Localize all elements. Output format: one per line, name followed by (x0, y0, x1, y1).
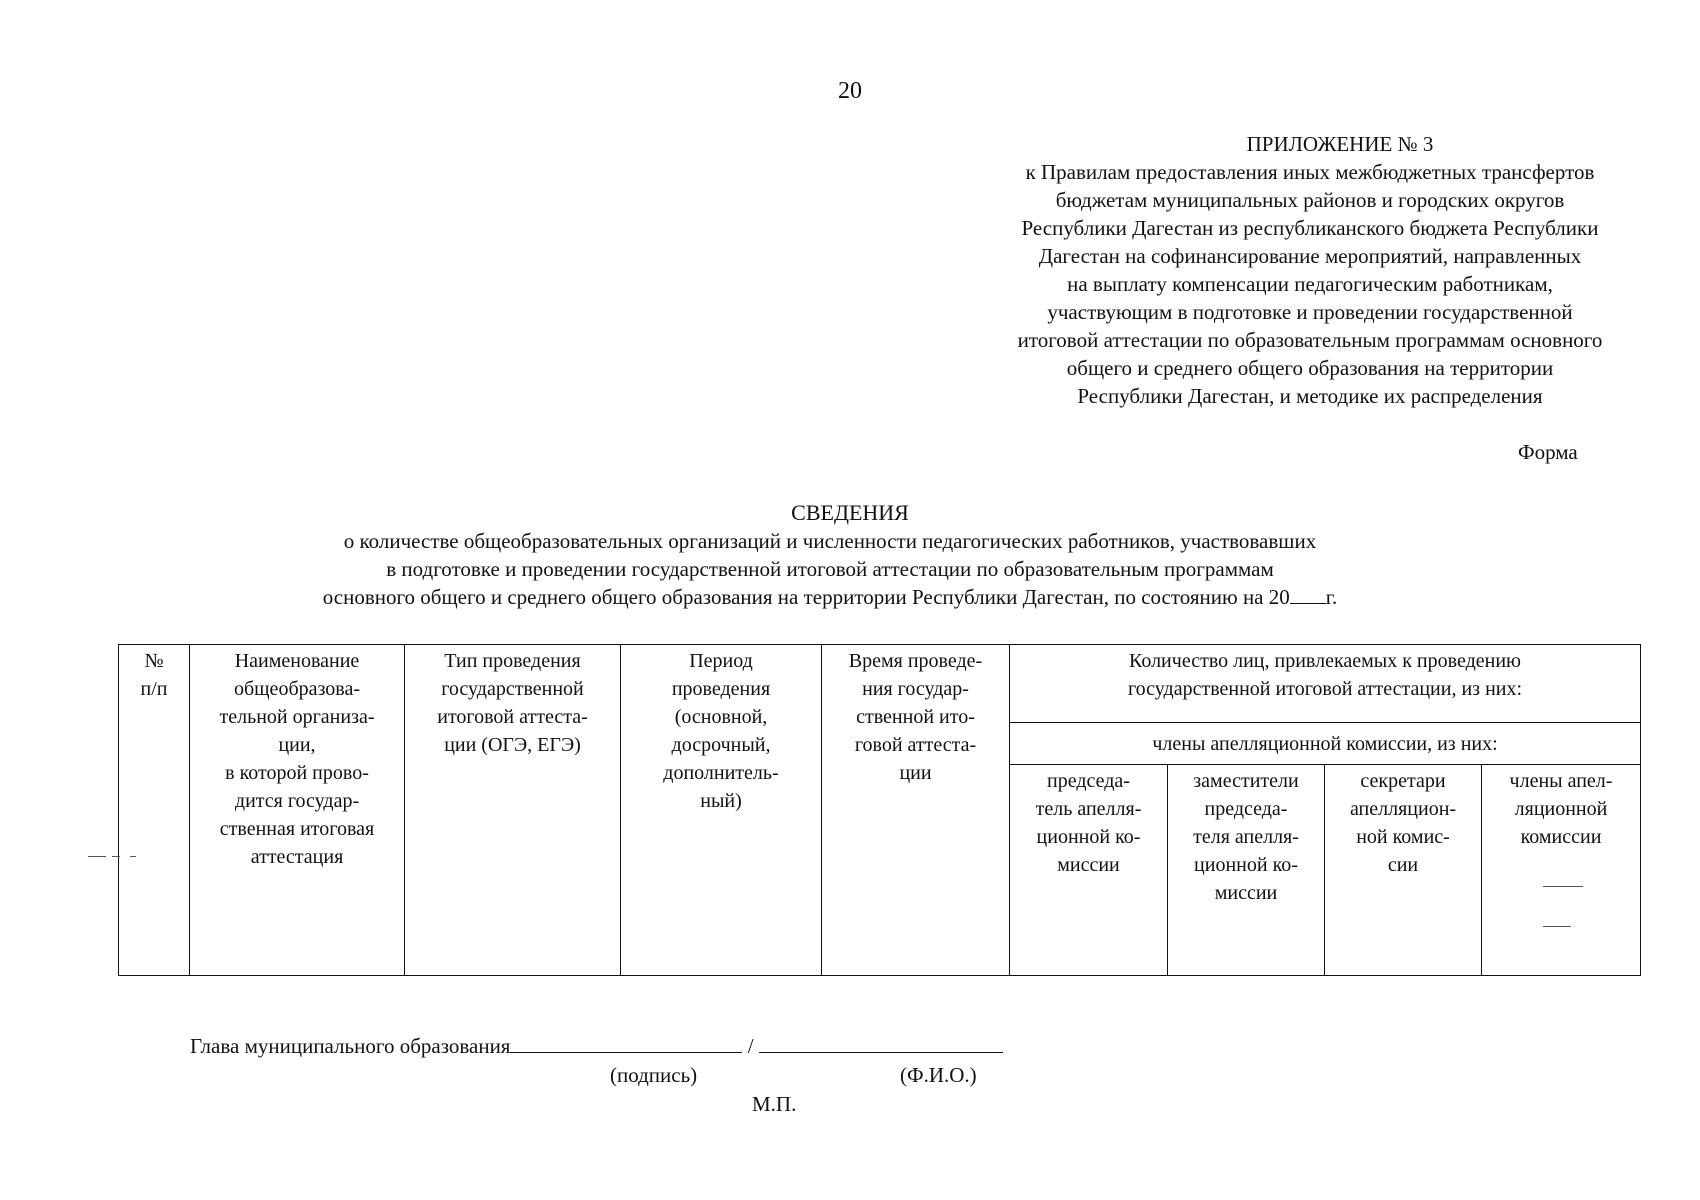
document-subtitle (180, 527, 1480, 611)
appendix-line: Республики Дагестан, и методике их распределения (1077, 384, 1543, 408)
subtitle-line: о количестве общеобразовательных организаций и численности педагогических работников, участвовавших (343, 529, 1317, 553)
subtitle-line: в подготовке и проведении государственной итоговой аттестации по образовательным программам (386, 557, 1274, 581)
appendix-line: участвующим в подготовке и проведении государственной (1047, 300, 1573, 324)
appendix-line: Республики Дагестан из республиканского бюджета Республики (1021, 216, 1599, 240)
header-appeal-chair: председа- тель апелля- ционной ко- миссии (1010, 765, 1168, 976)
signature-label: Глава муниципального образования (190, 1034, 511, 1058)
appendix-line: итоговой аттестации по образовательным программам основного (1017, 328, 1603, 352)
appendix-block (930, 130, 1690, 410)
subtitle-last-suffix: г. (1325, 585, 1338, 609)
appendix-line: на выплату компенсации педагогическим работникам, (1067, 272, 1553, 296)
subtitle-line-last (180, 583, 1480, 611)
header-group-count: Количество лиц, привлекаемых к проведению государственной итоговой аттестации, из них: (1010, 645, 1641, 723)
appendix-line: бюджетам муниципальных районов и городских округов (1055, 188, 1565, 212)
signature-hint: (подпись) (610, 1063, 698, 1087)
scan-artifact (88, 856, 106, 857)
appendix-line: к Правилам предоставления иных межбюджетных трансфертов (1025, 160, 1595, 184)
full-name-hint: (Ф.И.О.) (900, 1063, 977, 1087)
scan-artifact (1543, 926, 1571, 927)
subtitle-last-prefix: основного общего и среднего общего образования на территории Республики Дагестан, по состоянию на 20 (322, 585, 1290, 609)
scan-artifact (130, 856, 136, 857)
form-label: Форма (1518, 440, 1578, 464)
appendix-line: Дагестан на софинансирование мероприятий, направленных (1038, 244, 1582, 268)
header-exam-type: Тип проведения государственной итоговой аттеста- ции (ОГЭ, ЕГЭ) (405, 645, 621, 976)
signature-separator: / (747, 1034, 754, 1058)
header-number: № п/п (119, 645, 190, 976)
stamp-place-label: М.П. (752, 1092, 797, 1116)
scan-artifact (112, 856, 120, 857)
data-form-table (118, 644, 1641, 976)
header-appeal-members: члены апелляционной комиссии, из них: (1010, 723, 1641, 765)
year-blank-field[interactable] (1290, 585, 1326, 604)
page-number: 20 (838, 78, 862, 104)
appendix-title: ПРИЛОЖЕНИЕ № 3 (1246, 132, 1434, 156)
header-period: Период проведения (основной, досрочный, дополнитель- ный) (621, 645, 822, 976)
signature-row (190, 1032, 1003, 1059)
header-org-name: Наименование общеобразова- тельной организа- ции, в которой прово- дится государ- ственная итоговая аттестация (190, 645, 405, 976)
appendix-line: общего и среднего общего образования на территории (1066, 356, 1554, 380)
document-title: СВЕДЕНИЯ (791, 500, 909, 525)
scan-artifact (1543, 886, 1583, 887)
header-time: Время проведе- ния государ- ственной ито- говой аттеста- ции (822, 645, 1010, 976)
full-name-field[interactable] (759, 1032, 1003, 1053)
header-appeal-member: члены апел- ляционной комиссии (1482, 765, 1641, 976)
header-appeal-deputy: заместители председа- теля апелля- ционной ко- миссии (1168, 765, 1325, 976)
signature-field[interactable] (510, 1032, 742, 1053)
header-appeal-secretary: секретари апелляцион- ной комис- сии (1325, 765, 1482, 976)
